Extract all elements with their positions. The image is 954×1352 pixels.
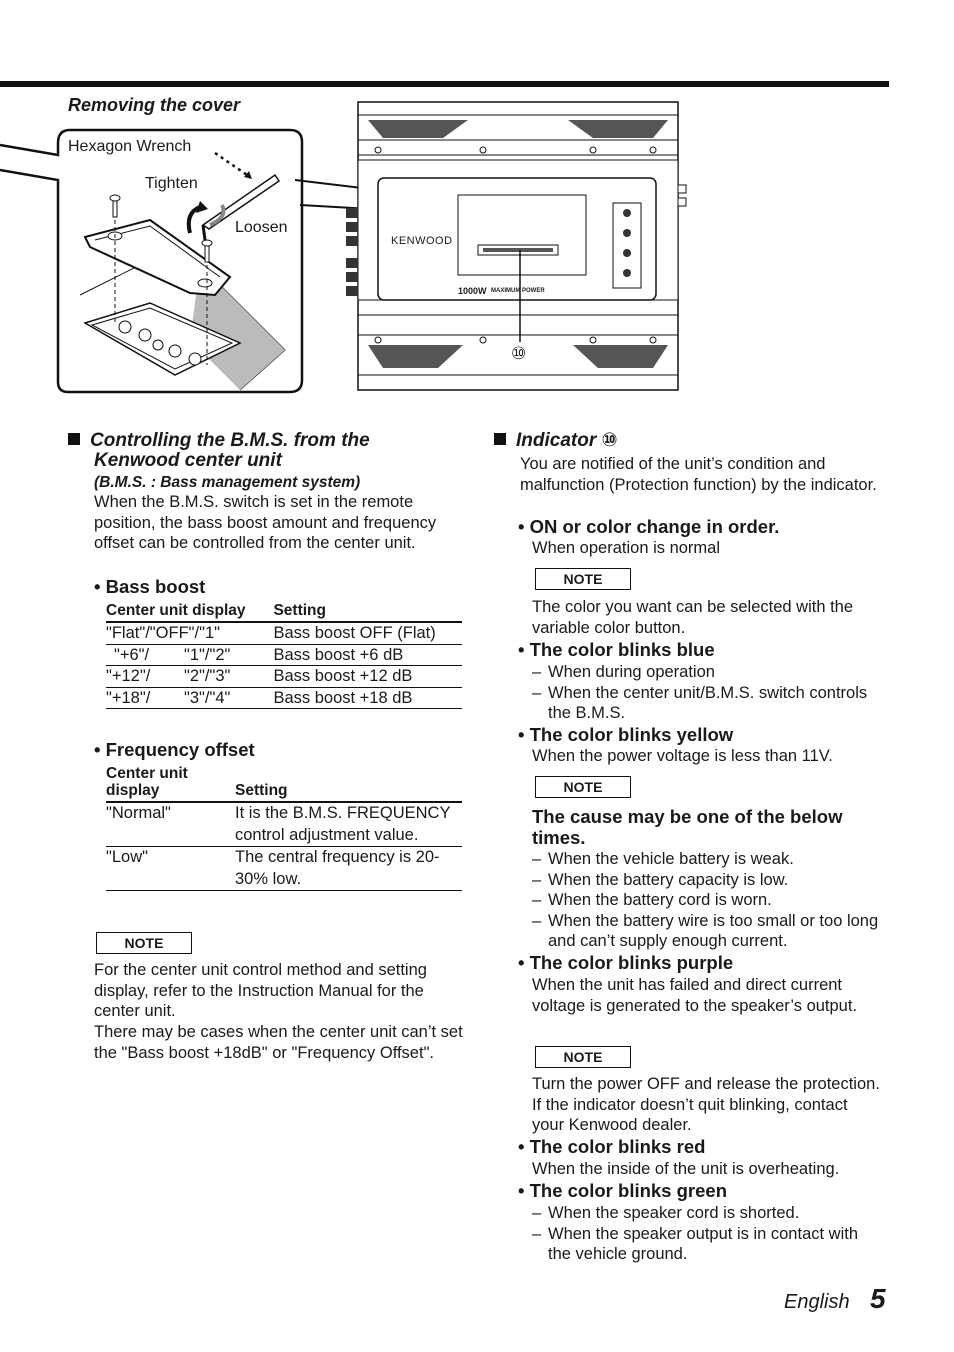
- frequency-offset-setting-cell: The central frequency is 20-30% low.: [235, 847, 462, 891]
- indicator-note-text-1: The color you want can be selected with the variable color button.: [532, 598, 854, 637]
- frequency-offset-header-row: [106, 765, 462, 802]
- indicator-cause-heading: The cause may be one of the below times.: [532, 806, 843, 848]
- indicator-yellow-text: When the power voltage is less than 11V.: [532, 747, 833, 765]
- cover-section-title: Removing the cover: [68, 95, 241, 115]
- amplifier-illustration: [343, 100, 688, 395]
- footer-language: English: [784, 1291, 850, 1313]
- bms-title-line2: Kenwood center unit: [94, 450, 282, 471]
- bms-note-badge: NOTE: [96, 932, 192, 954]
- indicator-blue-heading: • The color blinks blue: [518, 639, 715, 660]
- indicator-green-heading: • The color blinks green: [518, 1180, 727, 1201]
- indicator-note-badge-1: NOTE: [535, 568, 631, 590]
- frequency-offset-display-cell: "Normal": [106, 802, 235, 847]
- amp-power-label: 1000W: [458, 286, 487, 296]
- bass-boost-setting-cell: Bass boost +12 dB: [273, 666, 462, 688]
- amp-brand-label: KENWOOD: [391, 235, 453, 247]
- bass-boost-display-cell: "Flat"/"OFF"/"1": [106, 622, 273, 644]
- bass-boost-table: [106, 602, 462, 709]
- bms-subtitle: (B.M.S. : Bass management system): [94, 474, 361, 491]
- indicator-title-text: Indicator ⑩: [516, 430, 618, 451]
- table-row: [106, 802, 462, 847]
- indicator-blue-list: [532, 662, 882, 724]
- bass-boost-setting-cell: Bass boost +6 dB: [273, 644, 462, 666]
- label-tighten: Tighten: [145, 175, 198, 192]
- bass-boost-setting-cell: Bass boost OFF (Flat): [273, 622, 462, 644]
- frequency-offset-table: [106, 765, 462, 891]
- list-item: – When the battery wire is too small or too long and can’t supply enough current.: [532, 911, 884, 952]
- section-square-icon: [494, 433, 506, 445]
- list-item: – When the center unit/B.M.S. switch controls the B.M.S.: [532, 683, 882, 724]
- bass-boost-setting-cell: Bass boost +18 dB: [273, 687, 462, 709]
- table-row: [106, 666, 462, 688]
- indicator-red-heading: • The color blinks red: [518, 1136, 706, 1157]
- label-hexagon-wrench: Hexagon Wrench: [68, 138, 192, 155]
- bass-boost-header-row: [106, 602, 462, 622]
- top-rule: [0, 81, 889, 87]
- bms-note-text-2: There may be cases when the center unit can’t set the "Bass boost +18dB" or "Frequency Offset".: [94, 1023, 463, 1062]
- indicator-cause-list: [532, 849, 884, 952]
- bms-body: When the B.M.S. switch is set in the remote position, the bass boost amount and frequency offset can be controlled from the center unit.: [94, 493, 437, 552]
- bass-boost-header-display: Center unit display: [106, 602, 273, 622]
- amp-power-sub-label: MAXIMUM POWER: [491, 288, 545, 294]
- section-square-icon: [68, 433, 80, 445]
- table-row: [106, 644, 462, 666]
- indicator-red-text: When the inside of the unit is overheating.: [532, 1160, 840, 1178]
- footer-page-number: 5: [870, 1283, 886, 1314]
- bass-boost-display-alt-cell: "3"/"4": [184, 687, 273, 709]
- frequency-offset-header-setting: Setting: [235, 765, 462, 802]
- label-loosen: Loosen: [235, 219, 288, 236]
- list-item: – When the speaker output is in contact with the vehicle ground.: [532, 1224, 882, 1265]
- frequency-offset-heading: • Frequency offset: [94, 739, 255, 760]
- indicator-note-badge-2: NOTE: [535, 776, 631, 798]
- frequency-offset-display-cell: "Low": [106, 847, 235, 891]
- bass-boost-heading: • Bass boost: [94, 576, 206, 597]
- frequency-offset-setting-cell: It is the B.M.S. FREQUENCY control adjustment value.: [235, 802, 462, 847]
- indicator-on-text: When operation is normal: [532, 539, 721, 557]
- bass-boost-header-setting: Setting: [273, 602, 462, 622]
- cover-illustration: [0, 125, 305, 395]
- indicator-intro: You are notified of the unit’s condition and malfunction (Protection function) by the indicator.: [520, 455, 877, 494]
- table-row: [106, 847, 462, 891]
- bms-title: [68, 431, 468, 451]
- cover-drawing: [0, 125, 305, 395]
- bass-boost-display-alt-cell: "1"/"2": [184, 644, 273, 666]
- frequency-offset-header-display: Center unit display: [106, 765, 235, 802]
- list-item: – When the battery capacity is low.: [532, 870, 884, 891]
- indicator-purple-text: When the unit has failed and direct current voltage is generated to the speaker’s output.: [532, 976, 858, 1015]
- table-row: [106, 622, 462, 644]
- bass-boost-display-cell: "+12"/: [106, 666, 184, 688]
- bass-boost-display-alt-cell: "2"/"3": [184, 666, 273, 688]
- table-row: [106, 687, 462, 709]
- indicator-note-badge-3: NOTE: [535, 1046, 631, 1068]
- indicator-note-text-3: Turn the power OFF and release the protection. If the indicator doesn’t quit blinking, contact your Kenwood dealer.: [532, 1075, 880, 1134]
- bass-boost-display-cell: "+18"/: [106, 687, 184, 709]
- indicator-title: [494, 431, 618, 451]
- list-item: – When the vehicle battery is weak.: [532, 849, 884, 870]
- list-item: – When the battery cord is worn.: [532, 890, 884, 911]
- list-item: – When the speaker cord is shorted.: [532, 1203, 882, 1224]
- bms-note-text-1: For the center unit control method and setting display, refer to the Instruction Manual for the center unit.: [94, 961, 427, 1020]
- bass-boost-display-cell: "+6"/: [106, 644, 184, 666]
- indicator-on-heading: • ON or color change in order.: [518, 516, 780, 537]
- bms-section: [68, 431, 468, 554]
- amp-callout-number: ⑩: [511, 344, 527, 363]
- list-item: – When during operation: [532, 662, 882, 683]
- bms-title-line1: Controlling the B.M.S. from the: [90, 430, 370, 451]
- indicator-purple-heading: • The color blinks purple: [518, 952, 734, 973]
- indicator-green-list: [532, 1203, 882, 1265]
- indicator-yellow-heading: • The color blinks yellow: [518, 724, 734, 745]
